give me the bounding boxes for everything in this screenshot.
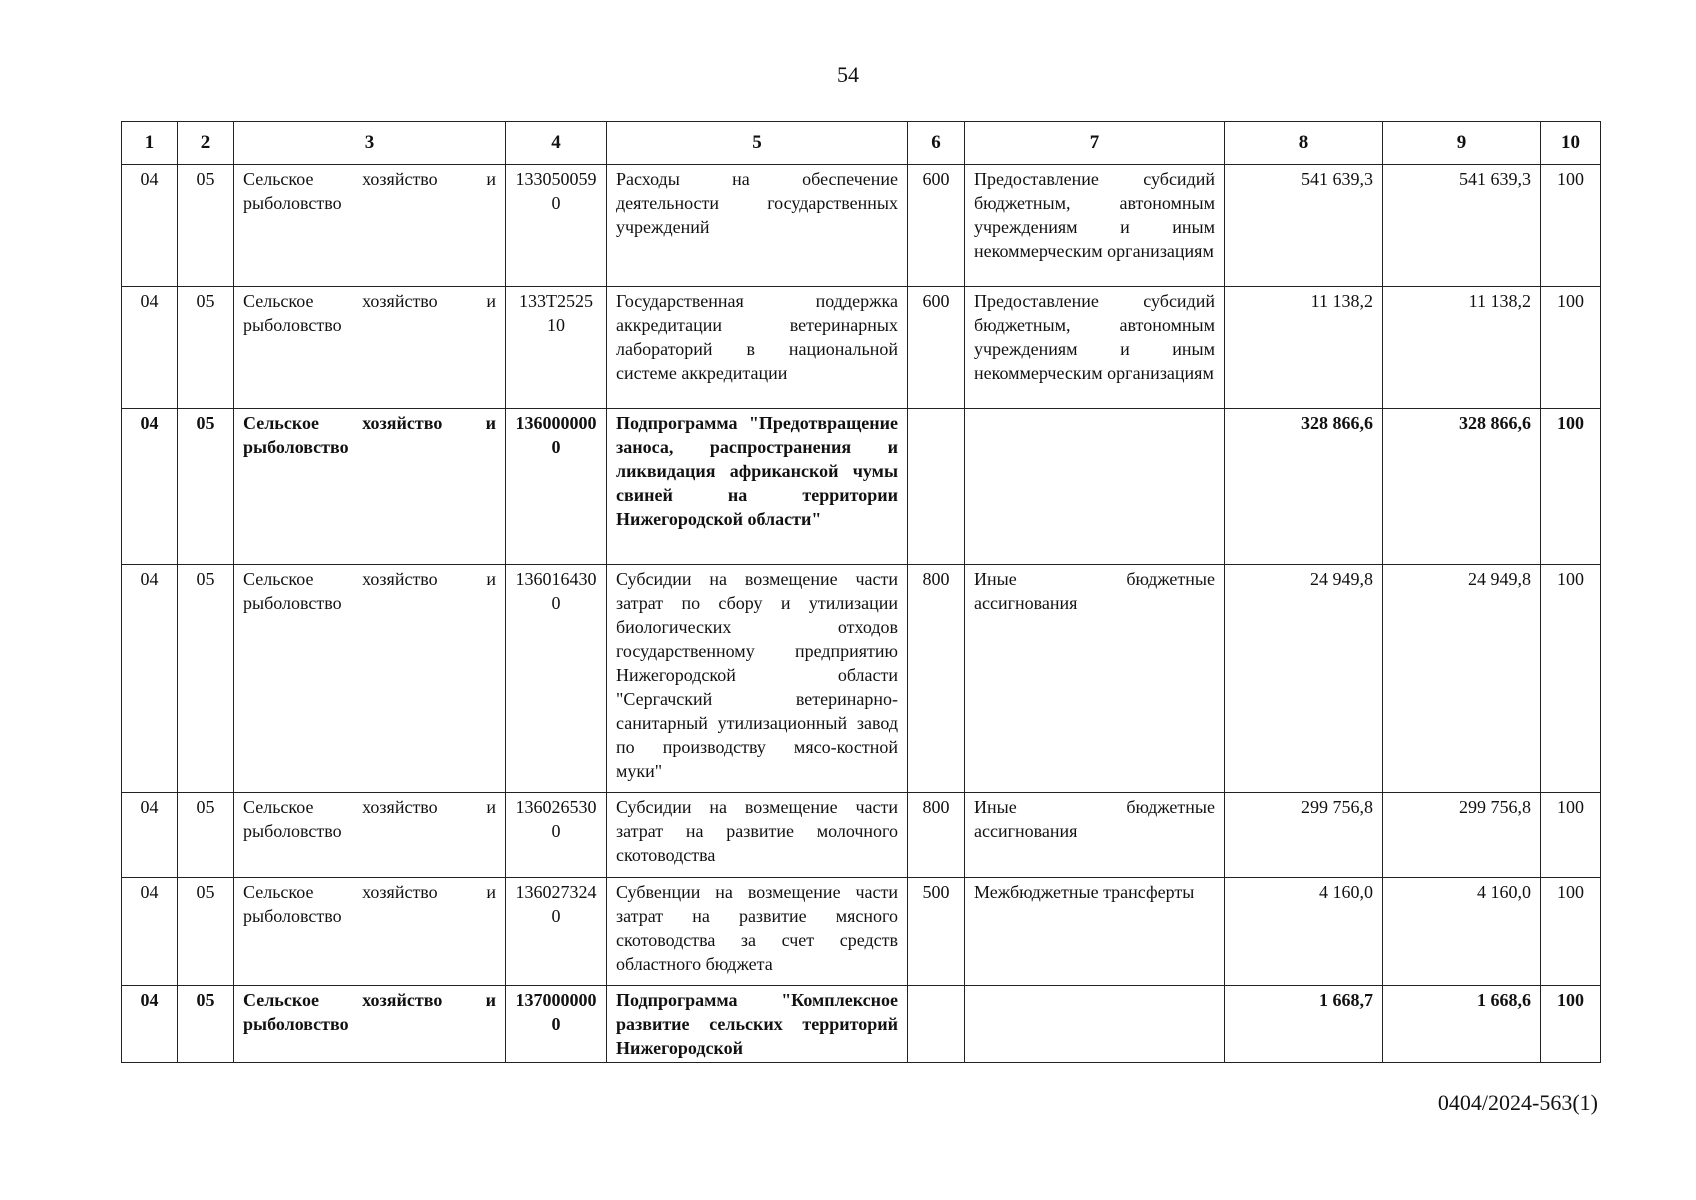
expense-type-code: 800	[908, 565, 965, 793]
section-code: 04	[122, 793, 178, 878]
target-article-code: 1360000000	[506, 409, 607, 565]
execution-percent: 100	[1541, 287, 1601, 409]
planned-amount: 299 756,8	[1225, 793, 1383, 878]
section-code: 04	[122, 165, 178, 287]
expense-type-code: 800	[908, 793, 965, 878]
column-header: 5	[607, 122, 908, 165]
execution-percent: 100	[1541, 409, 1601, 565]
column-header: 7	[965, 122, 1225, 165]
section-code: 04	[122, 986, 178, 1063]
target-article-code: 1360265300	[506, 793, 607, 878]
planned-amount: 541 639,3	[1225, 165, 1383, 287]
subsection-code: 05	[178, 793, 234, 878]
section-name: Сельское хозяйство и рыболовство	[234, 986, 506, 1063]
subsection-code: 05	[178, 986, 234, 1063]
column-header: 2	[178, 122, 234, 165]
expense-type-code: 500	[908, 878, 965, 986]
expense-type-code: 600	[908, 165, 965, 287]
section-code: 04	[122, 287, 178, 409]
execution-percent: 100	[1541, 565, 1601, 793]
column-header: 6	[908, 122, 965, 165]
expense-type-name: Иные бюджетные ассигнования	[965, 565, 1225, 793]
executed-amount: 541 639,3	[1383, 165, 1541, 287]
section-name: Сельское хозяйство и рыболовство	[234, 165, 506, 287]
subsection-code: 05	[178, 878, 234, 986]
column-header: 3	[234, 122, 506, 165]
executed-amount: 328 866,6	[1383, 409, 1541, 565]
table-row	[122, 878, 1601, 986]
expense-type-name: Иные бюджетные ассигнования	[965, 793, 1225, 878]
expense-description: Субсидии на возмещение части затрат по сбору и утилизации биологических отходов государственному предприятию Нижегородской области "Сергачский ветеринарно-санитарный утилизационный завод по производству мясо-костной муки"	[607, 565, 908, 793]
execution-percent: 100	[1541, 986, 1601, 1063]
planned-amount: 4 160,0	[1225, 878, 1383, 986]
page-number: 54	[837, 62, 859, 87]
section-name: Сельское хозяйство и рыболовство	[234, 565, 506, 793]
executed-amount: 299 756,8	[1383, 793, 1541, 878]
expense-type-code: 600	[908, 287, 965, 409]
subsection-code: 05	[178, 565, 234, 793]
executed-amount: 24 949,8	[1383, 565, 1541, 793]
table-row-subprogram	[122, 409, 1601, 565]
subsection-code: 05	[178, 165, 234, 287]
planned-amount: 11 138,2	[1225, 287, 1383, 409]
expense-type-name: Межбюджетные трансферты	[965, 878, 1225, 986]
expense-description: Подпрограмма "Комплексное развитие сельских территорий Нижегородской	[607, 986, 908, 1063]
expense-type-name	[965, 986, 1225, 1063]
expense-type-name: Предоставление субсидий бюджетным, автономным учреждениям и иным некоммерческим организациям	[965, 165, 1225, 287]
planned-amount: 24 949,8	[1225, 565, 1383, 793]
table-row	[122, 565, 1601, 793]
target-article-code: 1360273240	[506, 878, 607, 986]
column-header: 1	[122, 122, 178, 165]
planned-amount: 1 668,7	[1225, 986, 1383, 1063]
target-article-code: 1370000000	[506, 986, 607, 1063]
section-name: Сельское хозяйство и рыболовство	[234, 287, 506, 409]
execution-percent: 100	[1541, 165, 1601, 287]
table-row-subprogram	[122, 986, 1601, 1063]
expense-description: Расходы на обеспечение деятельности государственных учреждений	[607, 165, 908, 287]
expense-description: Субсидии на возмещение части затрат на развитие молочного скотоводства	[607, 793, 908, 878]
expense-description: Подпрограмма "Предотвращение заноса, распространения и ликвидация африканской чумы свиней на территории Нижегородской области"	[607, 409, 908, 565]
expense-type-code	[908, 409, 965, 565]
execution-percent: 100	[1541, 878, 1601, 986]
table-row	[122, 793, 1601, 878]
budget-table	[121, 121, 1601, 1063]
executed-amount: 11 138,2	[1383, 287, 1541, 409]
target-article-code: 133Т252510	[506, 287, 607, 409]
expense-type-code	[908, 986, 965, 1063]
section-name: Сельское хозяйство и рыболовство	[234, 793, 506, 878]
target-article-code: 1360164300	[506, 565, 607, 793]
section-code: 04	[122, 565, 178, 793]
table-header-row	[122, 122, 1601, 165]
document-id: 0404/2024-563(1)	[1437, 1090, 1598, 1115]
section-code: 04	[122, 878, 178, 986]
expense-type-name: Предоставление субсидий бюджетным, автономным учреждениям и иным некоммерческим организациям	[965, 287, 1225, 409]
executed-amount: 1 668,6	[1383, 986, 1541, 1063]
table-row	[122, 165, 1601, 287]
planned-amount: 328 866,6	[1225, 409, 1383, 565]
column-header: 9	[1383, 122, 1541, 165]
section-name: Сельское хозяйство и рыболовство	[234, 409, 506, 565]
expense-description: Государственная поддержка аккредитации ветеринарных лабораторий в национальной системе аккредитации	[607, 287, 908, 409]
column-header: 4	[506, 122, 607, 165]
subsection-code: 05	[178, 409, 234, 565]
section-code: 04	[122, 409, 178, 565]
expense-type-name	[965, 409, 1225, 565]
column-header: 10	[1541, 122, 1601, 165]
subsection-code: 05	[178, 287, 234, 409]
section-name: Сельское хозяйство и рыболовство	[234, 878, 506, 986]
execution-percent: 100	[1541, 793, 1601, 878]
expense-description: Субвенции на возмещение части затрат на развитие мясного скотоводства за счет средств областного бюджета	[607, 878, 908, 986]
executed-amount: 4 160,0	[1383, 878, 1541, 986]
table-row	[122, 287, 1601, 409]
target-article-code: 1330500590	[506, 165, 607, 287]
column-header: 8	[1225, 122, 1383, 165]
